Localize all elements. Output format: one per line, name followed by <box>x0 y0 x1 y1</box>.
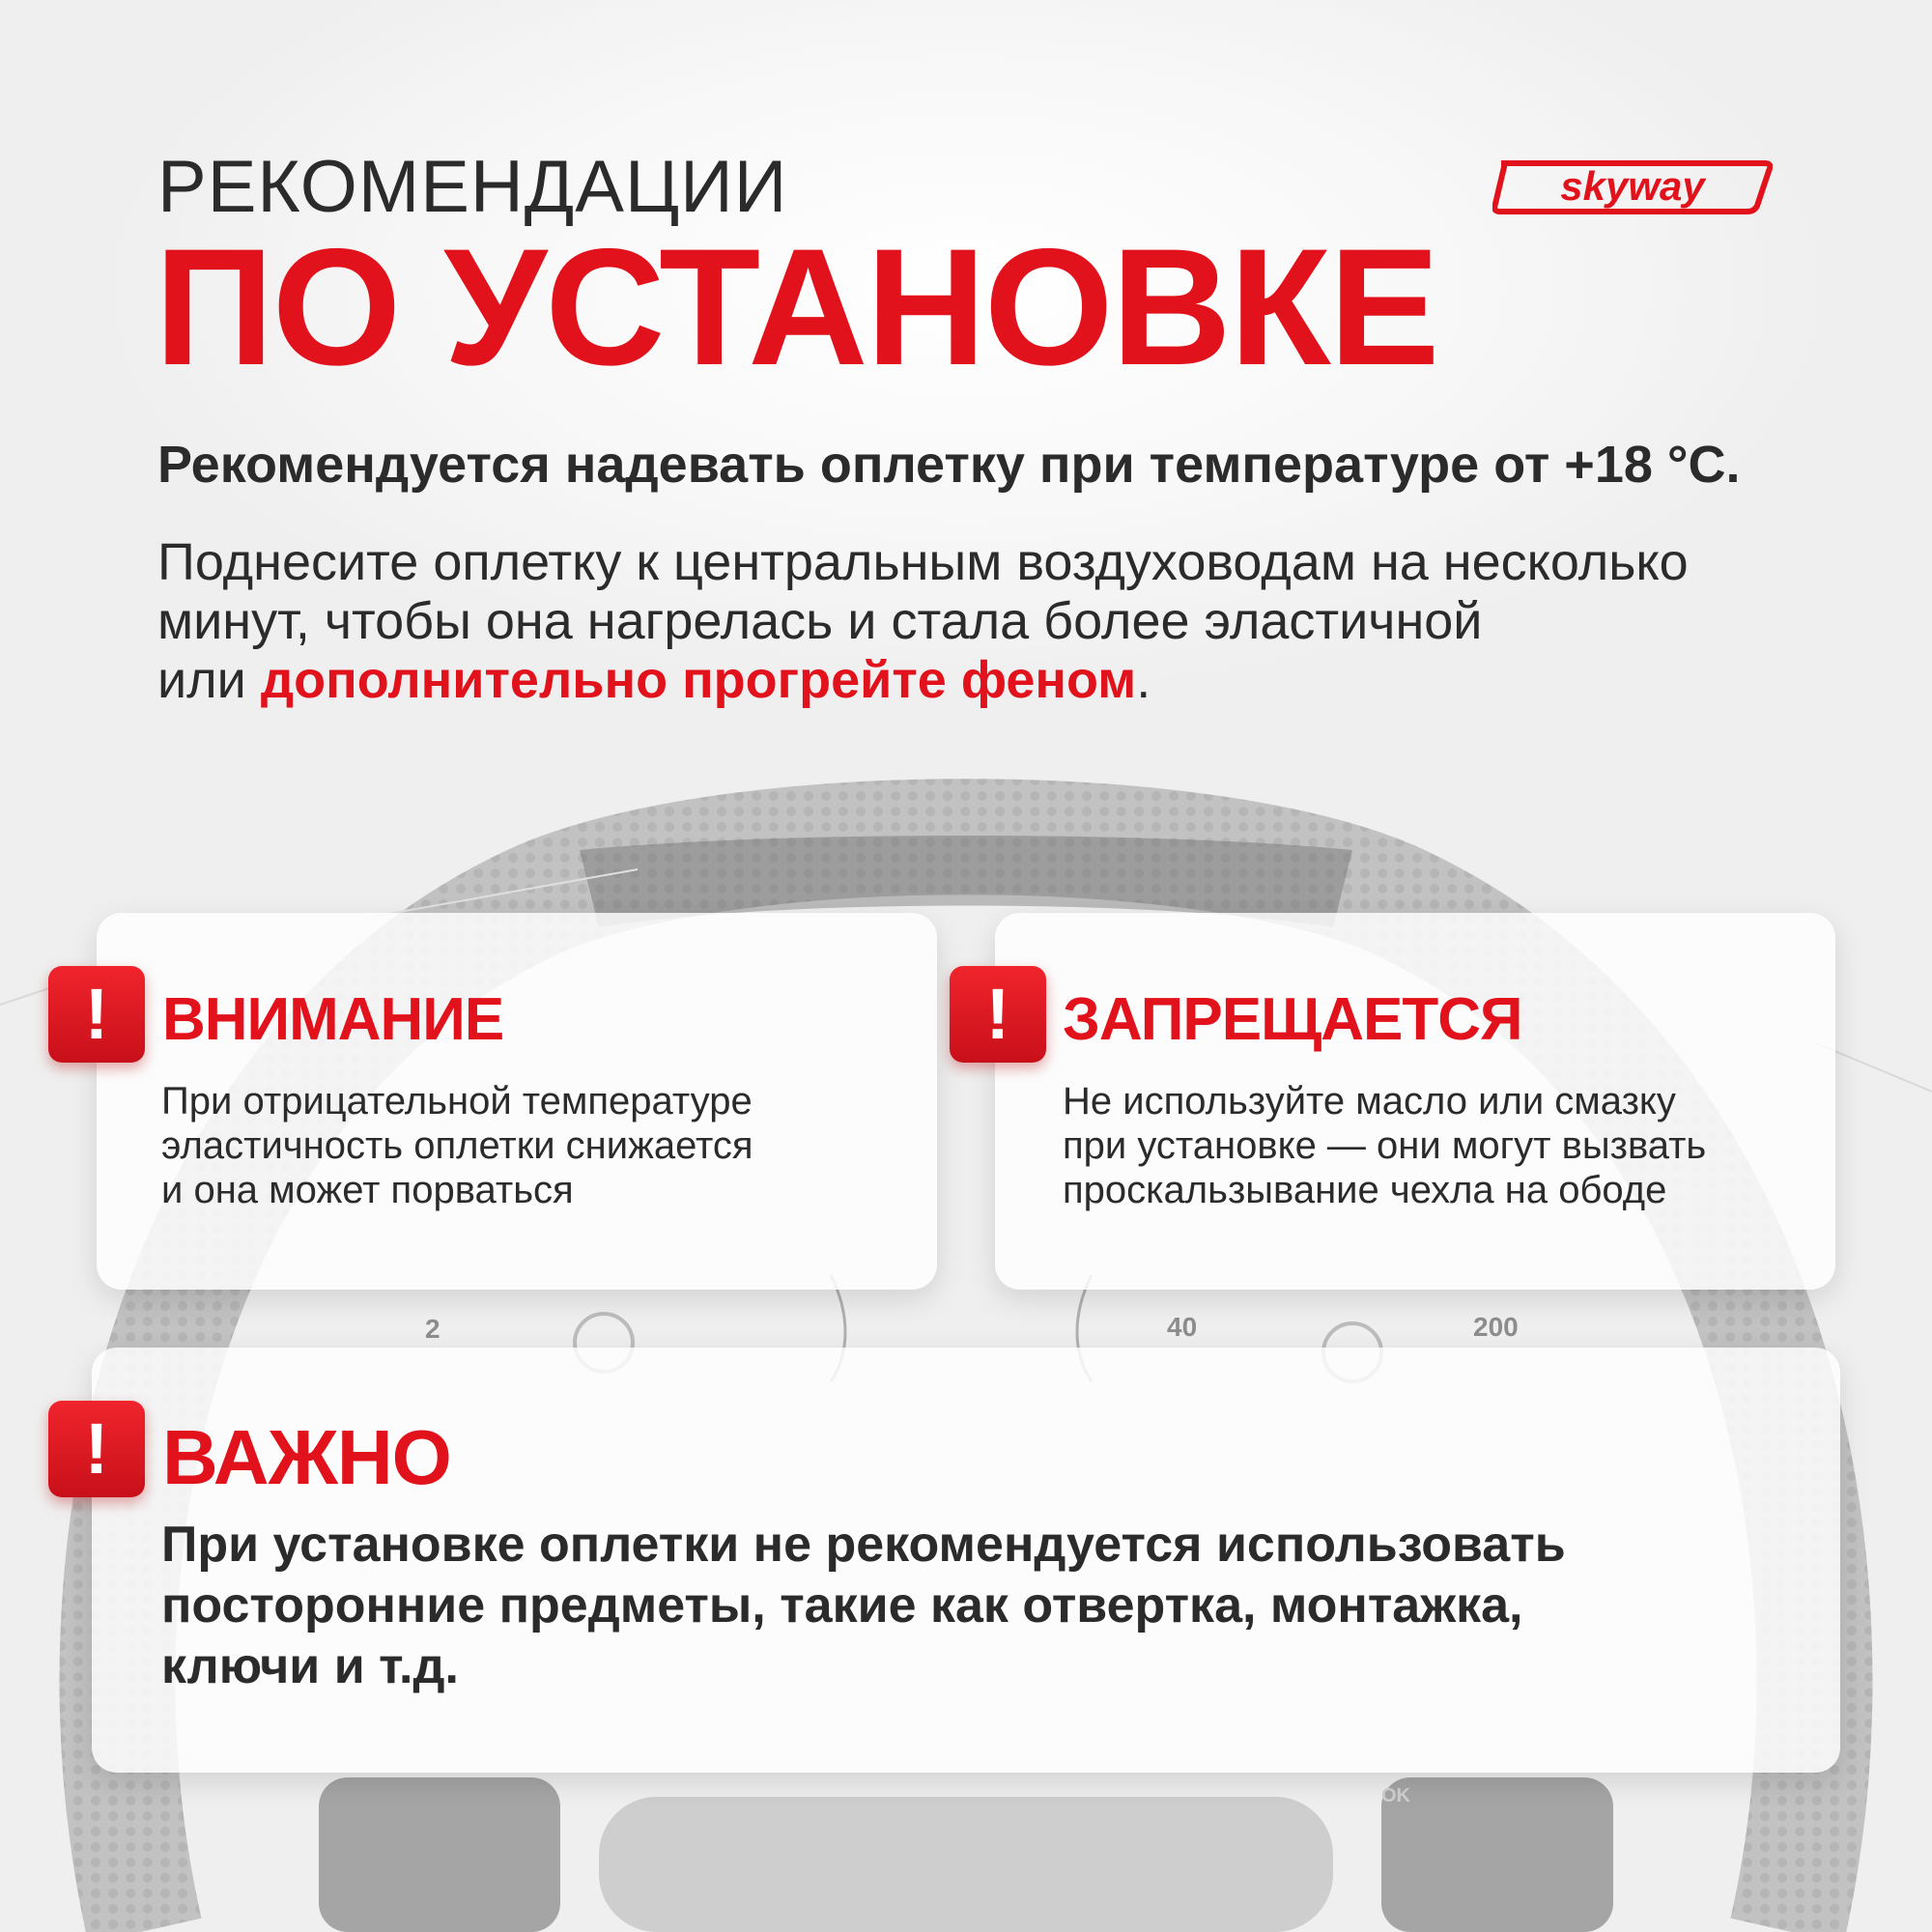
temperature-recommendation: Рекомендуется надевать оплетку при температуре от +18 °C. <box>157 436 1741 494</box>
gauge-label-left: 2 <box>425 1314 440 1344</box>
heating-instructions <box>157 533 1819 710</box>
hairdryer-highlight: дополнительно прогрейте феном <box>260 651 1137 709</box>
exclamation-icon: ! <box>950 966 1046 1063</box>
title-line-2: ПО УСТАНОВКЕ <box>155 214 1438 400</box>
ok-button-label: OK <box>1381 1785 1410 1806</box>
gauge-label-mid: 40 <box>1167 1312 1198 1342</box>
important-heading: ВАЖНО <box>162 1414 451 1500</box>
forbidden-heading: ЗАПРЕЩАЕТСЯ <box>1063 986 1522 1053</box>
exclamation-icon: ! <box>48 1401 145 1497</box>
svg-text:skyway: skyway <box>1560 163 1705 209</box>
heating-line-3: или дополнительно прогрейте феном. <box>157 651 1151 709</box>
gauge-label-right: 200 <box>1473 1312 1519 1342</box>
forbidden-text: Не используйте масло или смазку при установке — они могут вызвать проскальзывание чехла на ободе <box>1063 1080 1707 1211</box>
important-text: При установке оплетки не рекомендуется использовать посторонние предметы, такие как отвертка, монтажка, ключи и т.д. <box>161 1517 1566 1694</box>
title-line-1: РЕКОМЕНДАЦИИ <box>157 146 788 228</box>
skyway-logo <box>1492 157 1773 215</box>
heating-line-1: Поднесите оплетку к центральным воздуховодам на несколько <box>157 533 1689 591</box>
exclamation-icon: ! <box>48 966 145 1063</box>
attention-text: При отрицательной температуре эластичность оплетки снижается и она может порваться <box>161 1080 753 1211</box>
heating-line-2: минут, чтобы она нагрелась и стала более эластичной <box>157 592 1483 650</box>
attention-heading: ВНИМАНИЕ <box>162 986 504 1053</box>
